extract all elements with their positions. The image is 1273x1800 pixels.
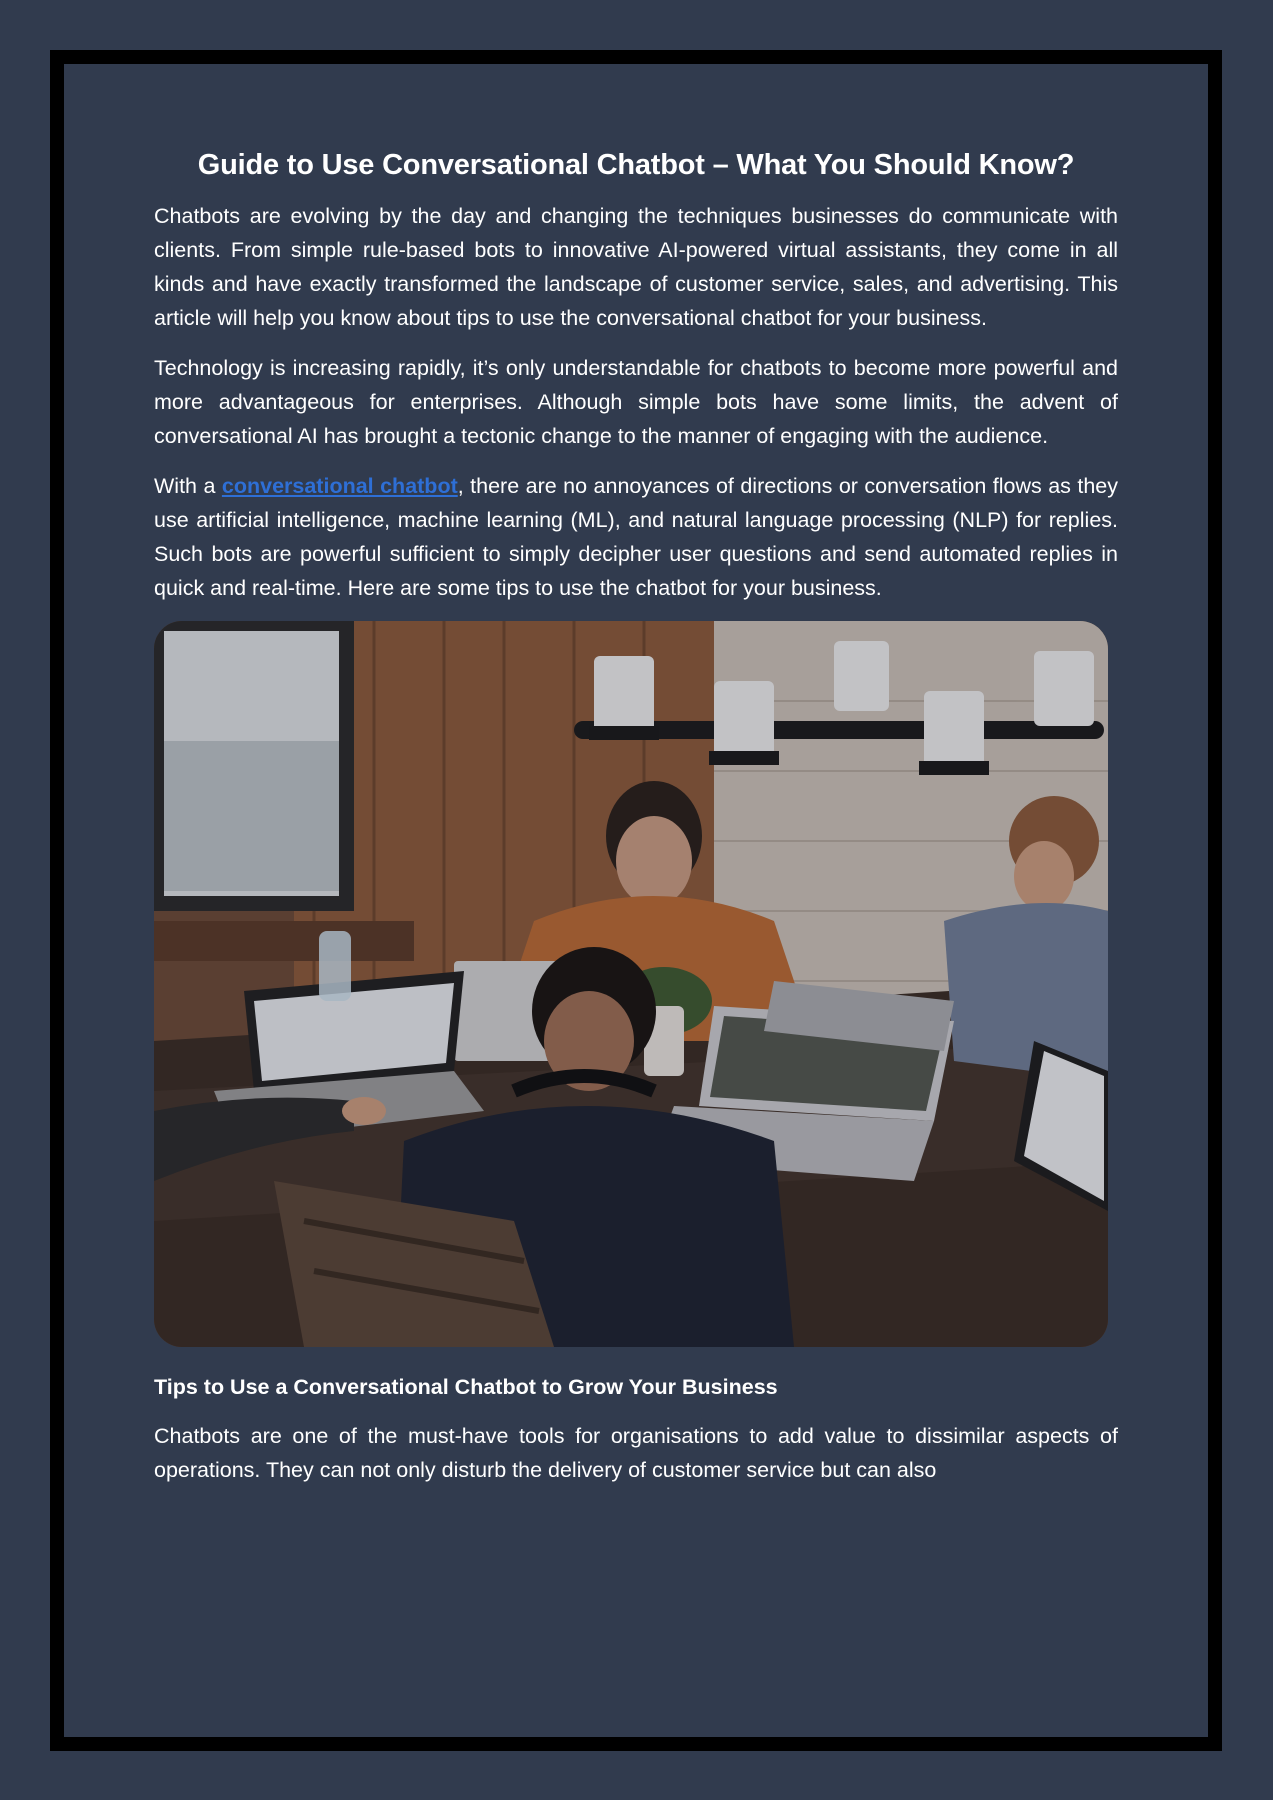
article-title: Guide to Use Conversational Chatbot – What You Should Know?: [197, 149, 1075, 181]
article-body: [154, 148, 1118, 1503]
paragraph-text-after-link: , there are no annoyances of directions or conversation flows as they use artificial intelligence, machine learning (ML), and natural language processing (NLP) for replies. Such bots are powerful sufficient to simply decipher user questions and send automated replies in quick and real-time. Here are some tips to use the chatbot for your business.: [154, 473, 1119, 600]
paragraph-technology: Technology is increasing rapidly, it’s only understandable for chatbots to become more powerful and more advantageous for enterprises. Although simple bots have some limits, the advent of conversational AI has brought a tectonic change to the manner of engaging with the audience.: [154, 355, 1118, 448]
paragraph-conversational: [154, 469, 1118, 605]
conversational-chatbot-link[interactable]: conversational chatbot: [221, 473, 458, 498]
paragraph-tips-intro: Chatbots are one of the must-have tools for organisations to add value to dissimilar aspects of operations. They can not only disturb the delivery of customer service but can also: [154, 1423, 1118, 1482]
paragraph-intro: Chatbots are evolving by the day and changing the techniques businesses do communicate with clients. From simple rule-based bots to innovative AI-powered virtual assistants, they come in all kinds and have exactly transformed the landscape of customer service, sales, and advertising. This article will help you know about tips to use the conversational chatbot for your business.: [154, 203, 1118, 330]
paragraph-text-before-link: With a: [154, 473, 222, 498]
team-meeting-photo: [154, 621, 1108, 1347]
section-subheading: Tips to Use a Conversational Chatbot to Grow Your Business: [154, 1374, 778, 1399]
